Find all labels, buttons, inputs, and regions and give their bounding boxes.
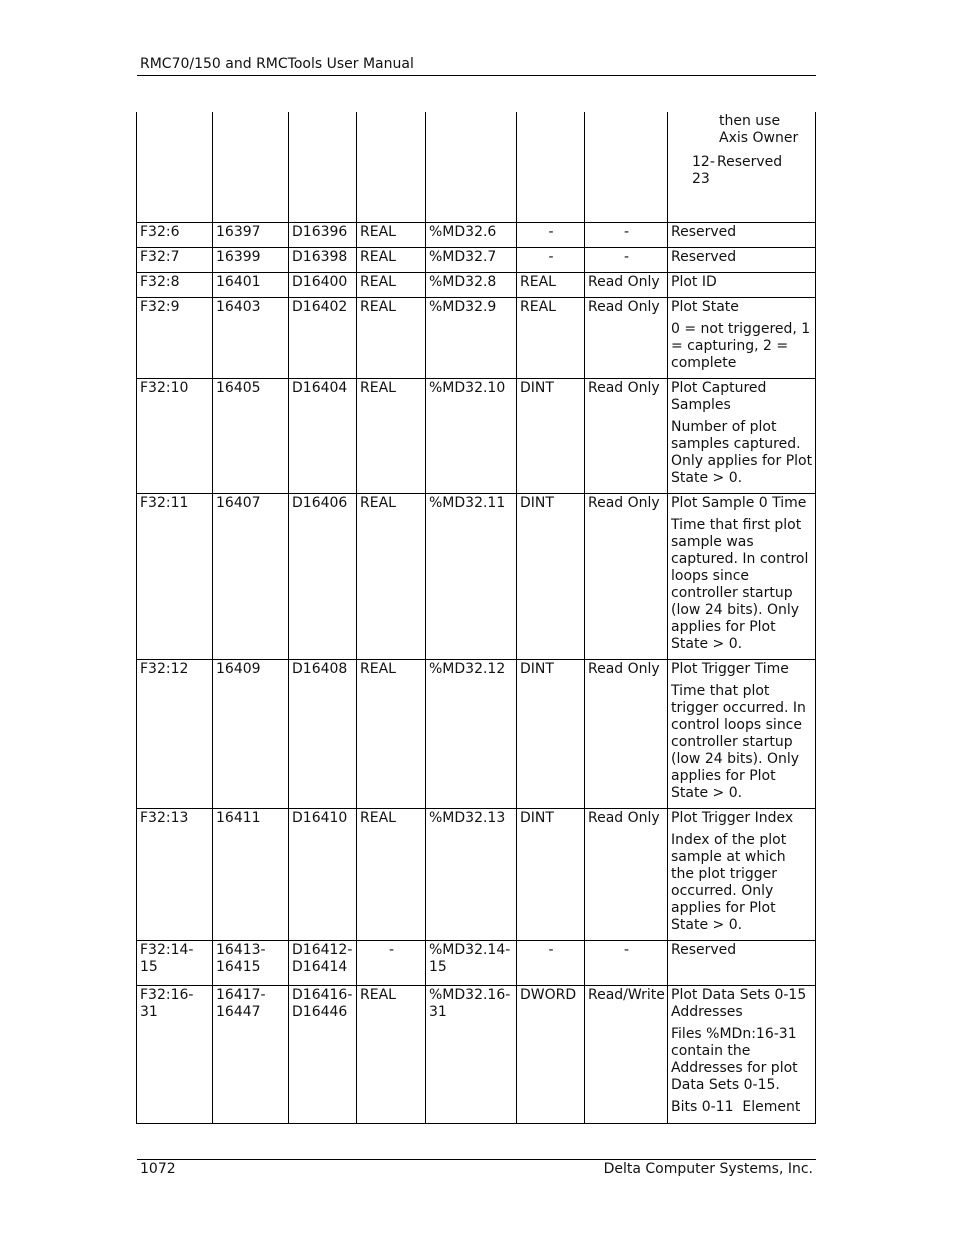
description-title: Reserved xyxy=(671,248,737,265)
file-cell: F32:11 xyxy=(137,493,213,659)
modbus-address-cell: 16417-16447 xyxy=(213,985,289,1123)
continuation-line: Axis Owner xyxy=(719,130,799,146)
table-row xyxy=(137,940,816,985)
description-text: Bits 0-11 Element xyxy=(671,1098,801,1115)
dword-address-cell: D16396 xyxy=(289,222,357,247)
table-row xyxy=(137,493,816,659)
modbus-address-cell: 16403 xyxy=(213,297,289,378)
table-row xyxy=(137,808,816,940)
register-table xyxy=(136,112,816,1124)
description-title: Plot Trigger Index xyxy=(671,809,794,826)
data-type-cell: DINT xyxy=(517,659,585,808)
type-cell: REAL xyxy=(357,659,426,808)
description-cell xyxy=(668,247,816,272)
type-cell: REAL xyxy=(357,493,426,659)
file-cell: F32:6 xyxy=(137,222,213,247)
data-type-cell: DWORD xyxy=(517,985,585,1123)
description-cell xyxy=(668,272,816,297)
iec-address-cell: %MD32.16-31 xyxy=(426,985,517,1123)
iec-address-cell: %MD32.13 xyxy=(426,808,517,940)
iec-address-cell: %MD32.6 xyxy=(426,222,517,247)
description-cell xyxy=(668,378,816,493)
data-type-cell: - xyxy=(517,247,585,272)
modbus-address-cell: 16413-16415 xyxy=(213,940,289,985)
description-text: Number of plot samples captured. Only applies for Plot State > 0. xyxy=(671,418,813,486)
range-description: Reserved xyxy=(717,154,783,170)
dword-address-cell: D16404 xyxy=(289,378,357,493)
data-type-cell: DINT xyxy=(517,378,585,493)
access-cell: Read Only xyxy=(585,297,668,378)
description-title: Plot State xyxy=(671,298,739,315)
table-row xyxy=(137,378,816,493)
data-type-cell: - xyxy=(517,940,585,985)
file-cell: F32:10 xyxy=(137,378,213,493)
description-title: Plot Trigger Time xyxy=(671,660,789,677)
dword-address-cell: D16406 xyxy=(289,493,357,659)
dword-address-cell: D16412- D16414 xyxy=(289,940,357,985)
access-cell: - xyxy=(585,940,668,985)
access-cell: Read Only xyxy=(585,808,668,940)
type-cell: REAL xyxy=(357,808,426,940)
table-row xyxy=(137,247,816,272)
description-title: Plot Data Sets 0-15 Addresses xyxy=(671,986,807,1020)
type-cell: REAL xyxy=(357,247,426,272)
data-type-cell: REAL xyxy=(517,272,585,297)
iec-address-cell: %MD32.11 xyxy=(426,493,517,659)
iec-address-cell: %MD32.14-15 xyxy=(426,940,517,985)
iec-address-cell: %MD32.9 xyxy=(426,297,517,378)
file-cell: F32:16-31 xyxy=(137,985,213,1123)
modbus-address-cell: 16399 xyxy=(213,247,289,272)
header-rule xyxy=(137,75,816,76)
description-text: Files %MDn:16-31 contain the Addresses for plot Data Sets 0-15. xyxy=(671,1025,798,1093)
table-row xyxy=(137,272,816,297)
description-text: 0 = not triggered, 1 = capturing, 2 = complete xyxy=(671,320,811,371)
description-text: Time that first plot sample was captured. In control loops since controller startup (low 24 bits). Only applies for Plot State > 0. xyxy=(671,516,809,652)
iec-address-cell: %MD32.12 xyxy=(426,659,517,808)
description-title: Reserved xyxy=(671,223,737,240)
description-title: Plot Sample 0 Time xyxy=(671,494,807,511)
description-text: Time that plot trigger occurred. In control loops since controller startup (low 24 bits). Only applies for Plot State > 0. xyxy=(671,682,806,801)
access-cell: Read Only xyxy=(585,272,668,297)
access-cell: Read Only xyxy=(585,659,668,808)
description-title: Plot Captured Samples xyxy=(671,379,767,413)
type-cell: REAL xyxy=(357,272,426,297)
modbus-address-cell: 16405 xyxy=(213,378,289,493)
type-cell: REAL xyxy=(357,222,426,247)
modbus-address-cell: 16397 xyxy=(213,222,289,247)
file-cell: F32:9 xyxy=(137,297,213,378)
file-cell: F32:12 xyxy=(137,659,213,808)
file-cell: F32:8 xyxy=(137,272,213,297)
dword-address-cell: D16398 xyxy=(289,247,357,272)
description-text: Index of the plot sample at which the plot trigger occurred. Only applies for Plot State > 0. xyxy=(671,831,787,933)
description-title: Plot ID xyxy=(671,273,717,290)
iec-address-cell: %MD32.7 xyxy=(426,247,517,272)
iec-address-cell: %MD32.8 xyxy=(426,272,517,297)
type-cell: - xyxy=(357,940,426,985)
dword-address-cell: D16400 xyxy=(289,272,357,297)
modbus-address-cell: 16411 xyxy=(213,808,289,940)
access-cell: Read/Write xyxy=(585,985,668,1123)
access-cell: - xyxy=(585,247,668,272)
modbus-address-cell: 16407 xyxy=(213,493,289,659)
footer-rule xyxy=(137,1159,816,1160)
table-row xyxy=(137,659,816,808)
data-type-cell: DINT xyxy=(517,493,585,659)
continuation-description xyxy=(668,112,816,222)
description-title: Reserved xyxy=(671,941,737,958)
description-cell xyxy=(668,659,816,808)
table-row xyxy=(137,985,816,1123)
dword-address-cell: D16408 xyxy=(289,659,357,808)
data-type-cell: DINT xyxy=(517,808,585,940)
description-cell xyxy=(668,808,816,940)
type-cell: REAL xyxy=(357,378,426,493)
access-cell: - xyxy=(585,222,668,247)
modbus-address-cell: 16409 xyxy=(213,659,289,808)
continuation-line: then use xyxy=(719,113,781,129)
range-label: 12-23 xyxy=(692,154,715,187)
file-cell: F32:7 xyxy=(137,247,213,272)
dword-address-cell: D16410 xyxy=(289,808,357,940)
type-cell: REAL xyxy=(357,985,426,1123)
continuation-row xyxy=(137,112,816,222)
description-cell xyxy=(668,940,816,985)
page-number: 1072 xyxy=(140,1161,176,1177)
iec-address-cell: %MD32.10 xyxy=(426,378,517,493)
type-cell: REAL xyxy=(357,297,426,378)
modbus-address-cell: 16401 xyxy=(213,272,289,297)
data-type-cell: REAL xyxy=(517,297,585,378)
file-cell: F32:14-15 xyxy=(137,940,213,985)
data-type-cell: - xyxy=(517,222,585,247)
description-cell xyxy=(668,493,816,659)
description-cell xyxy=(668,222,816,247)
description-cell xyxy=(668,297,816,378)
dword-address-cell: D16416- D16446 xyxy=(289,985,357,1123)
access-cell: Read Only xyxy=(585,378,668,493)
footer-company: Delta Computer Systems, Inc. xyxy=(603,1161,813,1177)
description-cell xyxy=(668,985,816,1123)
dword-address-cell: D16402 xyxy=(289,297,357,378)
access-cell: Read Only xyxy=(585,493,668,659)
running-header: RMC70/150 and RMCTools User Manual xyxy=(140,56,414,72)
table-row xyxy=(137,222,816,247)
file-cell: F32:13 xyxy=(137,808,213,940)
table-row xyxy=(137,297,816,378)
